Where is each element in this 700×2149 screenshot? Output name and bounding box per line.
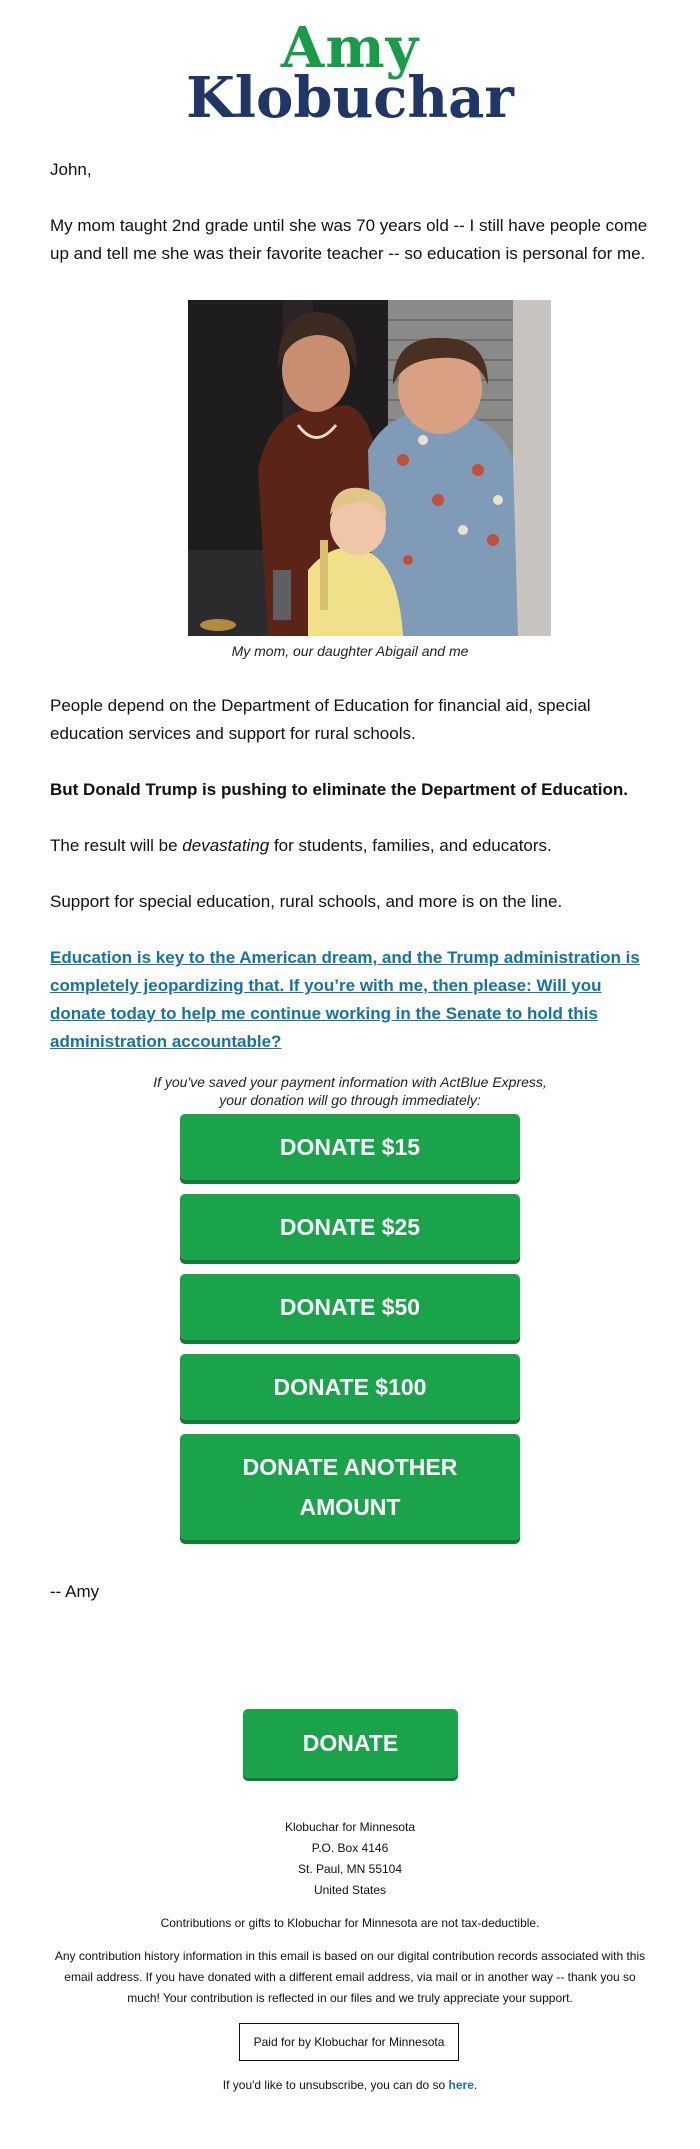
donate-other-line-2: AMOUNT	[299, 1494, 401, 1520]
department-paragraph: People depend on the Department of Education for financial aid, special education services and support for rural schools.	[50, 696, 591, 743]
greeting: John,	[50, 160, 92, 179]
donate-100-label: DONATE $100	[273, 1373, 427, 1400]
result-text-start: The result will be	[50, 836, 183, 855]
donate-other-amount-button[interactable]	[180, 1434, 520, 1540]
footer-po-box: P.O. Box 4146	[311, 1841, 389, 1855]
result-emphasis: devastating	[182, 836, 270, 855]
photo-caption: My mom, our daughter Abigail and me	[231, 643, 469, 659]
family-photo	[188, 300, 551, 636]
donate-50-label: DONATE $50	[279, 1293, 421, 1320]
donate-25-label: DONATE $25	[279, 1213, 421, 1240]
footer-org: Klobuchar for Minnesota	[284, 1820, 416, 1834]
contribution-history-note: Any contribution history information in this email is based on our digital contribution records associated with this email address. If you have donated with a different email address, via mail or in another way -- thank you so much! Your contribution is reflected in our files and we truly appreciate your support.	[54, 1949, 646, 2005]
tax-note: Contributions or gifts to Klobuchar for Minnesota are not tax-deductible.	[160, 1916, 540, 1930]
paid-for-box: Paid for by Klobuchar for Minnesota	[239, 2023, 459, 2061]
logo-first-name: Amy	[280, 15, 420, 81]
unsubscribe-end: .	[473, 2078, 478, 2092]
mailing-address	[0, 1817, 700, 1901]
donate-100-button[interactable]	[180, 1354, 520, 1420]
express-line-1: If you've saved your payment information with ActBlue Express,	[153, 1074, 547, 1090]
logo-last-name: Klobuchar	[186, 65, 514, 131]
express-line-2: your donation will go through immediately:	[219, 1092, 481, 1108]
donate-50-button[interactable]	[180, 1274, 520, 1340]
donate-25-button[interactable]	[180, 1194, 520, 1260]
logo	[0, 15, 700, 131]
unsubscribe-line	[0, 2078, 700, 2092]
actblue-express-note	[0, 1073, 700, 1109]
footer-country: United States	[313, 1883, 387, 1897]
family-photo-illustration	[188, 300, 551, 636]
donate-15-button[interactable]	[180, 1114, 520, 1180]
donate-cta-link[interactable]: Education is key to the American dream, and the Trump administration is completely jeopardizing that. If you’re with me, then please: Will you donate today to help me continue working in the Senate to hold this administration accountable?	[50, 948, 640, 1051]
unsubscribe-link[interactable]: here	[448, 2078, 474, 2092]
footer-city: St. Paul, MN 55104	[297, 1862, 403, 1876]
support-paragraph: Support for special education, rural schools, and more is on the line.	[50, 892, 563, 911]
donate-15-label: DONATE $15	[279, 1133, 421, 1160]
intro-paragraph: My mom taught 2nd grade until she was 70 years old -- I still have people come up and tell me she was their favorite teacher -- so education is personal for me.	[50, 216, 648, 263]
signoff: -- Amy	[50, 1582, 100, 1601]
donate-other-line-1: DONATE ANOTHER	[242, 1454, 458, 1480]
result-text-end: for students, families, and educators.	[269, 836, 552, 855]
donate-button[interactable]: DONATE	[243, 1709, 458, 1778]
trump-paragraph: But Donald Trump is pushing to eliminate the Department of Education.	[50, 780, 629, 799]
unsubscribe-text: If you'd like to unsubscribe, you can do so	[222, 2078, 449, 2092]
result-paragraph	[50, 832, 650, 860]
